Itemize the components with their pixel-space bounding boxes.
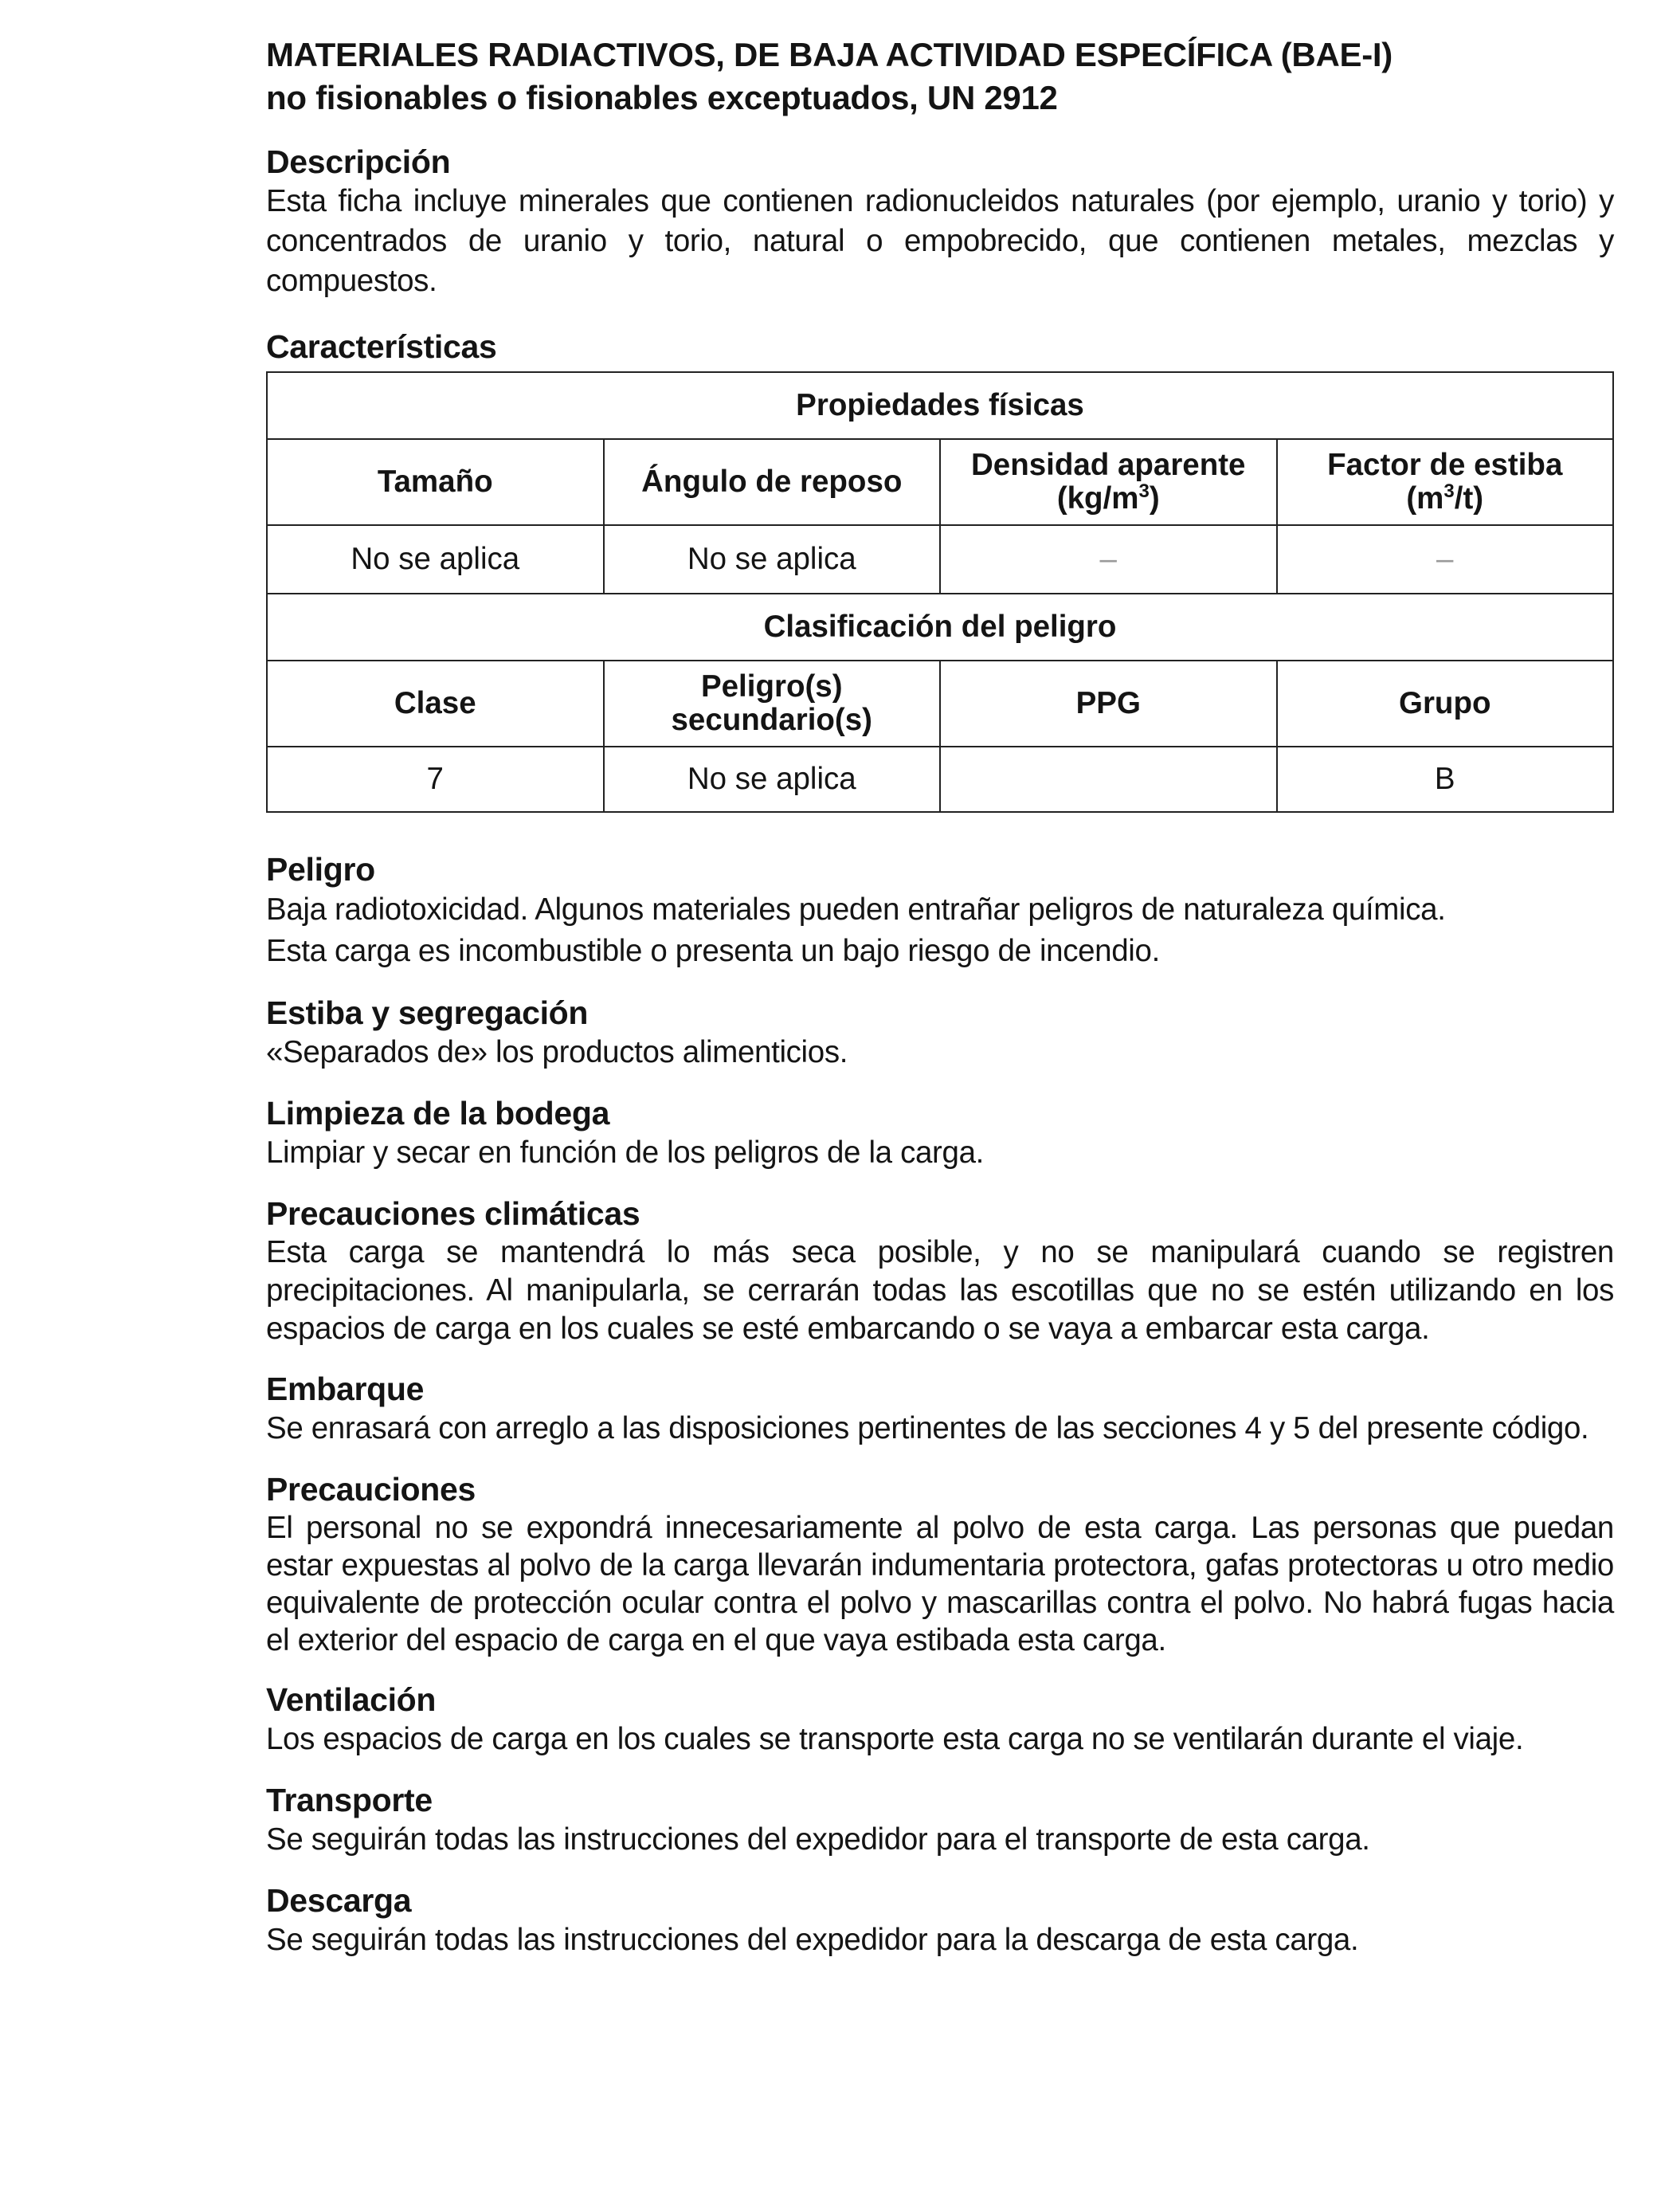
table-row [267, 439, 1613, 525]
title-line-2: no fisionables o fisionables exceptuados, UN 2912 [266, 79, 1058, 116]
section-ventilacion [266, 1680, 1614, 1759]
value-class: 7 [267, 747, 604, 812]
header-class: Clase [267, 661, 604, 747]
table-row [267, 372, 1613, 439]
value-stowage-factor: – [1277, 525, 1614, 594]
section-heading: Estiba y segregación [266, 994, 589, 1031]
section-heading: Limpieza de la bodega [266, 1095, 610, 1131]
value-size: No se aplica [267, 525, 604, 594]
header-bulk-density-line1: Densidad aparente [971, 448, 1246, 482]
section-text: Los espacios de carga en los cuales se transporte esta carga no se ventilarán durante el viaje. [266, 1722, 1524, 1756]
section-text: Se seguirán todas las instrucciones del expedidor para la descarga de esta carga. [266, 1923, 1359, 1957]
section-text: Se enrasará con arreglo a las disposiciones pertinentes de las secciones 4 y 5 del presente código. [266, 1411, 1589, 1445]
section-heading: Descarga [266, 1882, 412, 1919]
section-text: Limpiar y secar en función de los peligros de la carga. [266, 1135, 984, 1170]
section-text: Esta ficha incluye minerales que contienen radionucleidos naturales (por ejemplo, uranio y torio) y concentrados de uranio y torio, natural o empobrecido, que contienen metales, mezclas y compuestos. [266, 184, 1614, 298]
section-heading: Peligro [266, 851, 375, 888]
hazard-classification-title: Clasificación del peligro [267, 594, 1613, 661]
section-heading: Ventilación [266, 1681, 437, 1718]
header-size: Tamaño [267, 439, 604, 525]
section-precauciones [266, 1469, 1614, 1659]
section-heading: Embarque [266, 1371, 425, 1407]
section-heading: Descripción [266, 143, 451, 180]
value-angle-of-repose: No se aplica [604, 525, 941, 594]
value-secondary-hazard: No se aplica [604, 747, 941, 812]
section-text-line: Baja radiotoxicidad. Algunos materiales pueden entrañar peligros de naturaleza química. [266, 892, 1446, 927]
header-stowage-factor-line1: Factor de estiba [1327, 448, 1563, 482]
header-bulk-density-line2 [947, 482, 1270, 516]
value-bulk-density: – [940, 525, 1277, 594]
section-heading: Precauciones [266, 1471, 476, 1508]
header-secondary-hazard-line2: secundario(s) [671, 703, 872, 737]
header-bulk-density [940, 439, 1277, 525]
header-stowage-factor-line2 [1284, 482, 1607, 516]
properties-table [266, 371, 1614, 813]
value-group: B [1277, 747, 1614, 812]
section-text [266, 889, 1614, 972]
section-text: «Separados de» los productos alimenticios. [266, 1035, 848, 1069]
table-row [267, 661, 1613, 747]
value-ppg [940, 747, 1277, 812]
section-limpieza [266, 1093, 1614, 1173]
table-row [267, 594, 1613, 661]
document-title [266, 33, 1614, 120]
table-row [267, 747, 1613, 812]
section-text: El personal no se expondrá innecesariamente al polvo de esta carga. Las personas que puedan estar expuestas al polvo de la carga llevarán indumentaria protectora, gafas protectoras u otro medio equivalente de protección ocular contra el polvo y mascarillas contra el polvo. No habrá fugas hacia el exterior del espacio de carga en el que vaya estibada esta carga. [266, 1511, 1614, 1657]
section-precauciones-climaticas [266, 1194, 1614, 1348]
header-bulk-density-unit: (kg/m [1056, 481, 1139, 516]
section-embarque [266, 1369, 1614, 1449]
section-heading: Precauciones climáticas [266, 1195, 640, 1232]
header-bulk-density-close: ) [1149, 481, 1160, 516]
section-heading: Transporte [266, 1782, 433, 1818]
document-page [266, 33, 1614, 1981]
section-heading: Características [266, 328, 497, 365]
section-descripcion [266, 142, 1614, 301]
section-peligro [266, 849, 1614, 972]
header-stowage-factor-close: /t) [1454, 481, 1484, 516]
section-text-line: Esta carga es incombustible o presenta un bajo riesgo de incendio. [266, 934, 1160, 968]
header-bulk-density-sup: 3 [1138, 480, 1150, 503]
section-estiba [266, 993, 1614, 1073]
header-secondary-hazard-line1: Peligro(s) [700, 669, 843, 704]
section-text: Esta carga se mantendrá lo más seca posible, y no se manipulará cuando se registren precipitaciones. Al manipularla, se cerrarán todas las escotillas que no se estén utilizando en los espacios de carga en los cuales se esté embarcando o se vaya a embarcar esta carga. [266, 1235, 1614, 1346]
table-row [267, 525, 1613, 594]
section-caracteristicas [266, 327, 1614, 813]
header-stowage-factor-sup: 3 [1443, 480, 1455, 503]
physical-properties-title: Propiedades físicas [267, 372, 1613, 439]
header-stowage-factor [1277, 439, 1614, 525]
header-angle-of-repose: Ángulo de reposo [604, 439, 941, 525]
section-text: Se seguirán todas las instrucciones del expedidor para el transporte de esta carga. [266, 1822, 1370, 1857]
section-descarga [266, 1881, 1614, 1960]
header-ppg: PPG [940, 661, 1277, 747]
title-line-1: MATERIALES RADIACTIVOS, DE BAJA ACTIVIDAD ESPECÍFICA (BAE-I) [266, 36, 1393, 73]
section-transporte [266, 1780, 1614, 1860]
header-secondary-hazard [604, 661, 941, 747]
header-group: Grupo [1277, 661, 1614, 747]
header-stowage-factor-unit: (m [1406, 481, 1444, 516]
